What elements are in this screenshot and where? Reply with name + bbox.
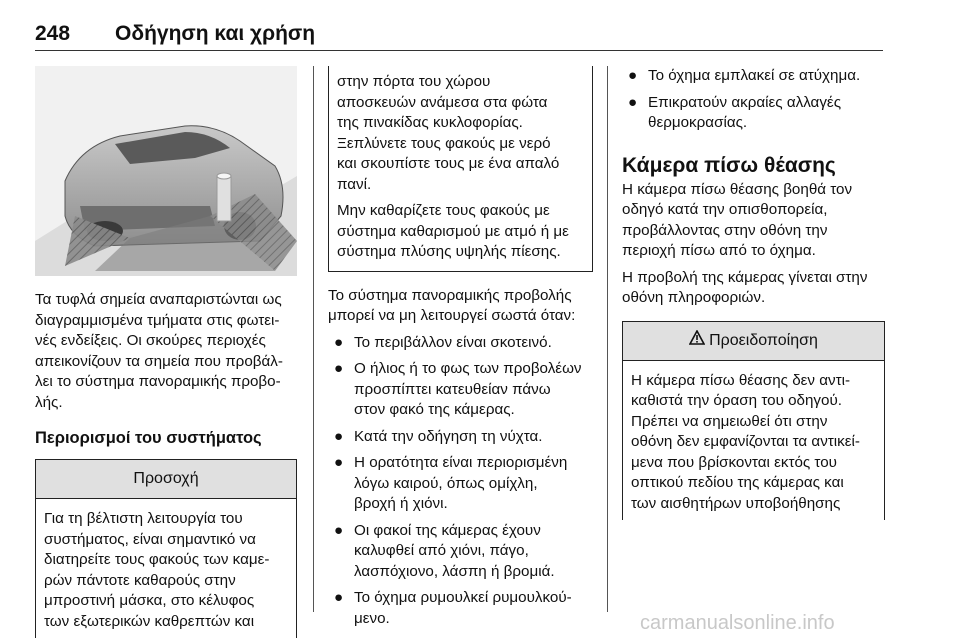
column-divider xyxy=(313,66,314,612)
warning-box xyxy=(622,321,885,521)
conditions-list-continued xyxy=(622,66,885,134)
malfunction-intro: Το σύστημα πανοραμικής προβολής μπορεί να μη λειτουργεί σωστά όταν: xyxy=(328,286,576,324)
conditions-list xyxy=(328,333,593,630)
rear-camera-heading: Κάμερα πίσω θέασης xyxy=(622,153,836,177)
warning-text: Η κάμερα πίσω θέασης δεν αντι- καθιστά την όραση του οδηγού. Πρέπει να σημειωθεί ότι στην οθόνη δεν εμφανίζονται τα αντικεί- μενα που βρίσκονται εκτός του οπτικού πεδίου της κάμερας και των αισθητήρων υποβοήθησης xyxy=(631,371,860,512)
system-limits-heading: Περιορισμοί του συστήματος xyxy=(35,429,262,447)
list-item: ● Το όχημα ρυμουλκεί ρυμουλκού- μενο. xyxy=(334,589,572,627)
warning-title: Προειδοποίηση xyxy=(709,331,818,349)
column-left xyxy=(35,66,297,638)
column-middle xyxy=(328,66,593,629)
caution-title: Προσοχή xyxy=(36,460,296,499)
caution-box-continued xyxy=(328,66,593,272)
list-item: ● Κατά την οδήγηση τη νύχτα. xyxy=(334,427,543,445)
page-number: 248 xyxy=(35,22,71,45)
list-item: ● Επικρατούν ακραίες αλλαγές θερμοκρασίας. xyxy=(628,93,842,131)
list-item: ● Η ορατότητα είναι περιορισμένη λόγω καιρού, όπως ομίχλη, βροχή ή χιόνι. xyxy=(334,454,568,512)
column-right xyxy=(622,66,885,520)
rear-camera-para2: Η προβολή της κάμερας γίνεται στην οθόνη πληροφοριών. xyxy=(622,268,868,306)
chapter-title: Οδήγηση και χρήση xyxy=(115,22,316,45)
warning-header xyxy=(623,322,884,361)
car-illustration xyxy=(35,66,297,276)
list-item: ● Το όχημα εμπλακεί σε ατύχημα. xyxy=(628,67,861,84)
blind-spot-illustration xyxy=(35,66,297,276)
list-item: ● Το περιβάλλον είναι σκοτεινό. xyxy=(334,333,552,351)
warning-triangle-icon xyxy=(689,322,705,360)
caution-text-part1: Για τη βέλτιστη λειτουργία του συστήματος, είναι σημαντικό να διατηρείτε τους φακούς των καμε- ρών πάντοτε καθαρούς στην μπροστινή μάσκα, στο κέλυφος των εξωτερικών καθρεπτών και xyxy=(44,510,270,630)
column-divider xyxy=(607,66,608,612)
caution-box xyxy=(35,459,297,638)
header-rule xyxy=(35,50,883,51)
list-item: ● Οι φακοί της κάμερας έχουν καλυφθεί από χιόνι, πάγο, λασπόχιονο, λάσπη ή βρομιά. xyxy=(334,521,555,580)
rear-camera-para1: Η κάμερα πίσω θέασης βοηθά τον οδηγό κατά την οπισθοπορεία, προβάλλοντας στην οθόνη την περιοχή πίσω από το όχημα. xyxy=(622,180,853,259)
watermark: carmanualsonline.info xyxy=(640,612,835,634)
figure-caption: Τα τυφλά σημεία αναπαριστώνται ως διαγραμμισμένα τμήματα στις φωτει- νές ενδείξεις. Οι σκούρες περιοχές απεικονίζουν τα σημεία που προβάλ- λει το σύστημα πανοραμικής προβο- λής. xyxy=(35,291,283,411)
list-item: ● Ο ήλιος ή το φως των προβολέων προσπίπτει κατευθείαν πάνω στον φακό της κάμερας. xyxy=(334,360,582,418)
caution-text-part2: στην πόρτα του χώρου αποσκευών ανάμεσα στα φώτα της πινακίδας κυκλοφορίας. Ξεπλύνετε τους φακούς με νερό και σκουπίστε τους με ένα απαλό πανί. xyxy=(337,73,560,193)
caution-text-part3: Μην καθαρίζετε τους φακούς με σύστημα καθαρισμού με ατμό ή με σύστημα πλύσης υψηλής πίεσης. xyxy=(337,202,569,260)
